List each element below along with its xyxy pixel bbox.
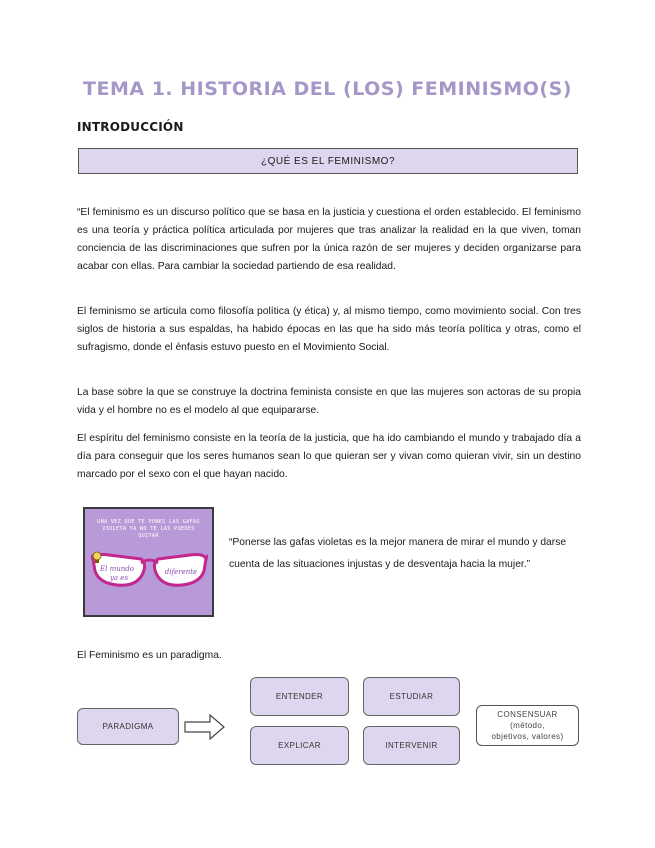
consensuar-box xyxy=(476,705,579,746)
estudiar-label: ESTUDIAR xyxy=(389,692,434,701)
right-arrow-icon xyxy=(184,714,226,740)
paragraph-doctrine: La base sobre la que se construye la doctrina feminista consiste en que las mujeres son actoras de su propia vida y el hombre no es el modelo al que equipararse. xyxy=(77,387,581,416)
left-lens-text: El mundo xyxy=(100,565,134,573)
paragraph-spirit: El espíritu del feminismo consiste en la teoría de la justicia, que ha ido cambiando el mundo y trabajado día a día para conseguir que los seres humanos sean lo que quieran ser y vivan como quieran vivir, sin un destino marcado por el sexo con el que hayan nacido. xyxy=(77,433,581,480)
intervenir-label: INTERVENIR xyxy=(385,741,438,750)
consensuar-method: (método, xyxy=(510,721,545,730)
entender-box xyxy=(250,677,349,716)
paradigma-label: PARADIGMA xyxy=(102,722,154,731)
paragraph-definition: “El feminismo es un discurso político que se basa en la justicia y cuestiona el orden establecido. El feminismo es una teoría y práctica política articulada por mujeres que tras analizar la realidad en la que viven, toman conciencia de las discriminaciones que sufren por la única razón de ser mujeres y deciden organizarse para acabar con ellas. Para cambiar la sociedad partiendo de esa realidad. xyxy=(77,207,581,272)
lightbulb-icon xyxy=(91,551,103,565)
right-lens-text: diferente xyxy=(164,568,198,576)
question-box xyxy=(78,148,578,174)
estudiar-box xyxy=(363,677,460,716)
poster-caption: UNA VEZ QUE TE PONES LAS GAFAS VIOLETA YA NO TE LAS PUEDES QUITAR xyxy=(97,519,200,539)
explicar-box xyxy=(250,726,349,765)
purple-glasses-poster xyxy=(83,507,214,617)
consensuar-objectives: objetivos, valores) xyxy=(491,732,564,741)
paragraph-philosophy: El feminismo se articula como filosofía política (y ética) y, al mismo tiempo, como movimiento social. Con tres siglos de historia a sus espaldas, ha habido épocas en las que ha sido más teoría política y otras, como el sufragismo, donde el énfasis estuvo puesto en el Movimiento Social. xyxy=(77,306,581,353)
explicar-label: EXPLICAR xyxy=(278,741,321,750)
paradigm-statement: El Feminismo es un paradigma. xyxy=(77,650,222,661)
section-heading: INTRODUCCIÓN xyxy=(77,120,184,134)
quote-text: “Ponerse las gafas violetas es la mejor manera de mirar el mundo y darse cuenta de las situaciones injustas y de desventaja hacia la mujer.” xyxy=(229,537,567,570)
page-title: TEMA 1. HISTORIA DEL (LOS) FEMINISMO(S) xyxy=(83,78,572,100)
intervenir-box xyxy=(363,726,460,765)
glasses-icon xyxy=(91,551,208,591)
entender-label: ENTENDER xyxy=(275,692,324,701)
question-box-label: ¿QUÉ ES EL FEMINISMO? xyxy=(260,155,396,167)
left-lens-text-2: ya es xyxy=(109,574,129,582)
consensuar-label: CONSENSUAR xyxy=(497,710,558,719)
paradigma-box xyxy=(77,708,179,745)
